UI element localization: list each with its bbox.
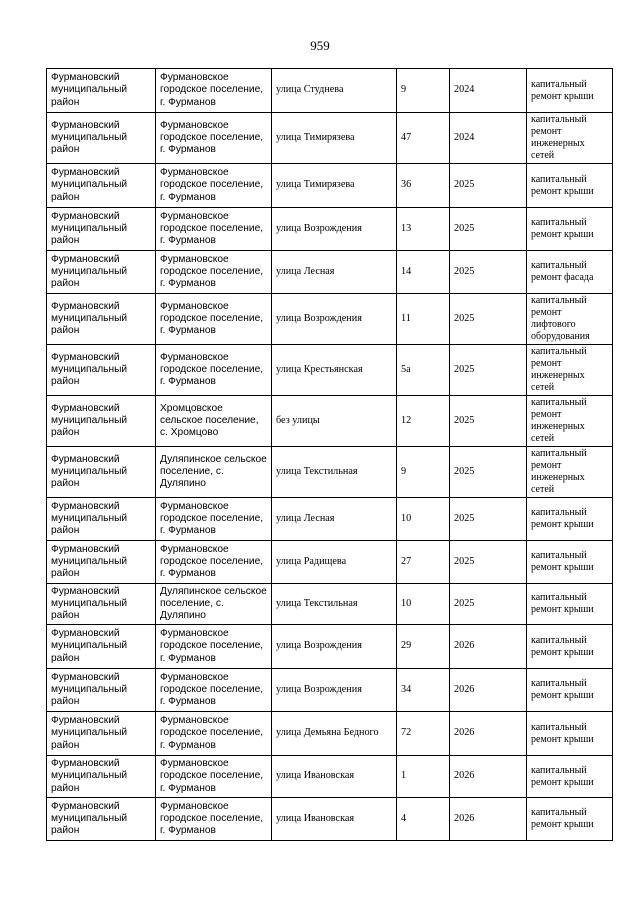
year-cell: 2026: [450, 669, 527, 712]
work-type-cell: капитальный ремонт крыши: [527, 584, 613, 625]
house-number-cell: 27: [397, 541, 450, 584]
street-cell: улица Возрождения: [272, 208, 397, 251]
street-cell: улица Лесная: [272, 498, 397, 541]
work-type-cell: капитальный ремонт крыши: [527, 798, 613, 841]
table-row: [47, 625, 613, 669]
house-number-cell: 9: [397, 69, 450, 113]
table-row: [47, 345, 613, 396]
street-cell: улица Тимирязева: [272, 113, 397, 164]
work-type-cell: капитальный ремонт крыши: [527, 756, 613, 798]
district-cell: Фурмановский муниципальный район: [47, 756, 156, 798]
work-type-cell: капитальный ремонт крыши: [527, 669, 613, 712]
street-cell: улица Текстильная: [272, 584, 397, 625]
table-row: [47, 164, 613, 208]
house-number-cell: 10: [397, 584, 450, 625]
district-cell: Фурмановский муниципальный район: [47, 345, 156, 396]
year-cell: 2025: [450, 345, 527, 396]
street-cell: улица Текстильная: [272, 447, 397, 498]
table-row: [47, 712, 613, 756]
house-number-cell: 36: [397, 164, 450, 208]
house-number-cell: 1: [397, 756, 450, 798]
street-cell: улица Лесная: [272, 251, 397, 294]
year-cell: 2025: [450, 164, 527, 208]
district-cell: Фурмановский муниципальный район: [47, 69, 156, 113]
district-cell: Фурмановский муниципальный район: [47, 294, 156, 345]
district-cell: Фурмановский муниципальный район: [47, 584, 156, 625]
table-row: [47, 669, 613, 712]
table-row: [47, 396, 613, 447]
street-cell: улица Возрождения: [272, 294, 397, 345]
work-type-cell: капитальный ремонт инженерных сетей: [527, 345, 613, 396]
work-type-cell: капитальный ремонт крыши: [527, 541, 613, 584]
settlement-cell: Фурмановское городское поселение, г. Фурманов: [156, 69, 272, 113]
district-cell: Фурмановский муниципальный район: [47, 712, 156, 756]
settlement-cell: Фурмановское городское поселение, г. Фурманов: [156, 251, 272, 294]
street-cell: улица Тимирязева: [272, 164, 397, 208]
table-row: [47, 447, 613, 498]
street-cell: улица Ивановская: [272, 798, 397, 841]
street-cell: улица Радищева: [272, 541, 397, 584]
settlement-cell: Фурмановское городское поселение, г. Фурманов: [156, 669, 272, 712]
house-number-cell: 4: [397, 798, 450, 841]
street-cell: улица Демьяна Бедного: [272, 712, 397, 756]
year-cell: 2026: [450, 712, 527, 756]
settlement-cell: Фурмановское городское поселение, г. Фурманов: [156, 294, 272, 345]
table-row: [47, 798, 613, 841]
street-cell: улица Возрождения: [272, 669, 397, 712]
settlement-cell: Фурмановское городское поселение, г. Фурманов: [156, 541, 272, 584]
work-type-cell: капитальный ремонт крыши: [527, 625, 613, 669]
year-cell: 2026: [450, 756, 527, 798]
work-type-cell: капитальный ремонт инженерных сетей: [527, 447, 613, 498]
settlement-cell: Фурмановское городское поселение, г. Фурманов: [156, 625, 272, 669]
year-cell: 2024: [450, 69, 527, 113]
table-body: [47, 69, 613, 841]
table-row: [47, 584, 613, 625]
year-cell: 2025: [450, 251, 527, 294]
year-cell: 2026: [450, 798, 527, 841]
district-cell: Фурмановский муниципальный район: [47, 164, 156, 208]
street-cell: улица Ивановская: [272, 756, 397, 798]
house-number-cell: 47: [397, 113, 450, 164]
settlement-cell: Фурмановское городское поселение, г. Фурманов: [156, 345, 272, 396]
year-cell: 2025: [450, 208, 527, 251]
house-number-cell: 12: [397, 396, 450, 447]
district-cell: Фурмановский муниципальный район: [47, 208, 156, 251]
work-type-cell: капитальный ремонт инженерных сетей: [527, 396, 613, 447]
settlement-cell: Дуляпинское сельское поселение, с. Дуляпино: [156, 584, 272, 625]
year-cell: 2025: [450, 498, 527, 541]
district-cell: Фурмановский муниципальный район: [47, 251, 156, 294]
house-number-cell: 14: [397, 251, 450, 294]
year-cell: 2025: [450, 541, 527, 584]
table-row: [47, 208, 613, 251]
year-cell: 2024: [450, 113, 527, 164]
table-row: [47, 541, 613, 584]
house-number-cell: 9: [397, 447, 450, 498]
settlement-cell: Фурмановское городское поселение, г. Фурманов: [156, 756, 272, 798]
house-number-cell: 13: [397, 208, 450, 251]
table-row: [47, 113, 613, 164]
table-row: [47, 251, 613, 294]
year-cell: 2025: [450, 447, 527, 498]
house-number-cell: 5а: [397, 345, 450, 396]
house-number-cell: 29: [397, 625, 450, 669]
settlement-cell: Фурмановское городское поселение, г. Фурманов: [156, 113, 272, 164]
work-type-cell: капитальный ремонт крыши: [527, 208, 613, 251]
page-number: 959: [310, 38, 330, 53]
street-cell: без улицы: [272, 396, 397, 447]
work-type-cell: капитальный ремонт крыши: [527, 498, 613, 541]
district-cell: Фурмановский муниципальный район: [47, 447, 156, 498]
street-cell: улица Возрождения: [272, 625, 397, 669]
year-cell: 2025: [450, 396, 527, 447]
street-cell: улица Крестьянская: [272, 345, 397, 396]
house-number-cell: 34: [397, 669, 450, 712]
district-cell: Фурмановский муниципальный район: [47, 113, 156, 164]
work-type-cell: капитальный ремонт крыши: [527, 69, 613, 113]
work-type-cell: капитальный ремонт инженерных сетей: [527, 113, 613, 164]
settlement-cell: Фурмановское городское поселение, г. Фурманов: [156, 208, 272, 251]
work-type-cell: капитальный ремонт фасада: [527, 251, 613, 294]
settlement-cell: Дуляпинское сельское поселение, с. Дуляпино: [156, 447, 272, 498]
year-cell: 2026: [450, 625, 527, 669]
district-cell: Фурмановский муниципальный район: [47, 669, 156, 712]
year-cell: 2025: [450, 584, 527, 625]
settlement-cell: Фурмановское городское поселение, г. Фурманов: [156, 164, 272, 208]
table-row: [47, 498, 613, 541]
house-number-cell: 11: [397, 294, 450, 345]
settlement-cell: Фурмановское городское поселение, г. Фурманов: [156, 498, 272, 541]
house-number-cell: 72: [397, 712, 450, 756]
repair-schedule-table: [46, 68, 613, 841]
district-cell: Фурмановский муниципальный район: [47, 396, 156, 447]
work-type-cell: капитальный ремонт крыши: [527, 712, 613, 756]
settlement-cell: Фурмановское городское поселение, г. Фурманов: [156, 798, 272, 841]
settlement-cell: Фурмановское городское поселение, г. Фурманов: [156, 712, 272, 756]
work-type-cell: капитальный ремонт лифтового оборудования: [527, 294, 613, 345]
district-cell: Фурмановский муниципальный район: [47, 498, 156, 541]
table-row: [47, 69, 613, 113]
settlement-cell: Хромцовское сельское поселение, с. Хромцово: [156, 396, 272, 447]
year-cell: 2025: [450, 294, 527, 345]
street-cell: улица Студнева: [272, 69, 397, 113]
district-cell: Фурмановский муниципальный район: [47, 541, 156, 584]
table-row: [47, 294, 613, 345]
district-cell: Фурмановский муниципальный район: [47, 798, 156, 841]
district-cell: Фурмановский муниципальный район: [47, 625, 156, 669]
house-number-cell: 10: [397, 498, 450, 541]
table-row: [47, 756, 613, 798]
work-type-cell: капитальный ремонт крыши: [527, 164, 613, 208]
